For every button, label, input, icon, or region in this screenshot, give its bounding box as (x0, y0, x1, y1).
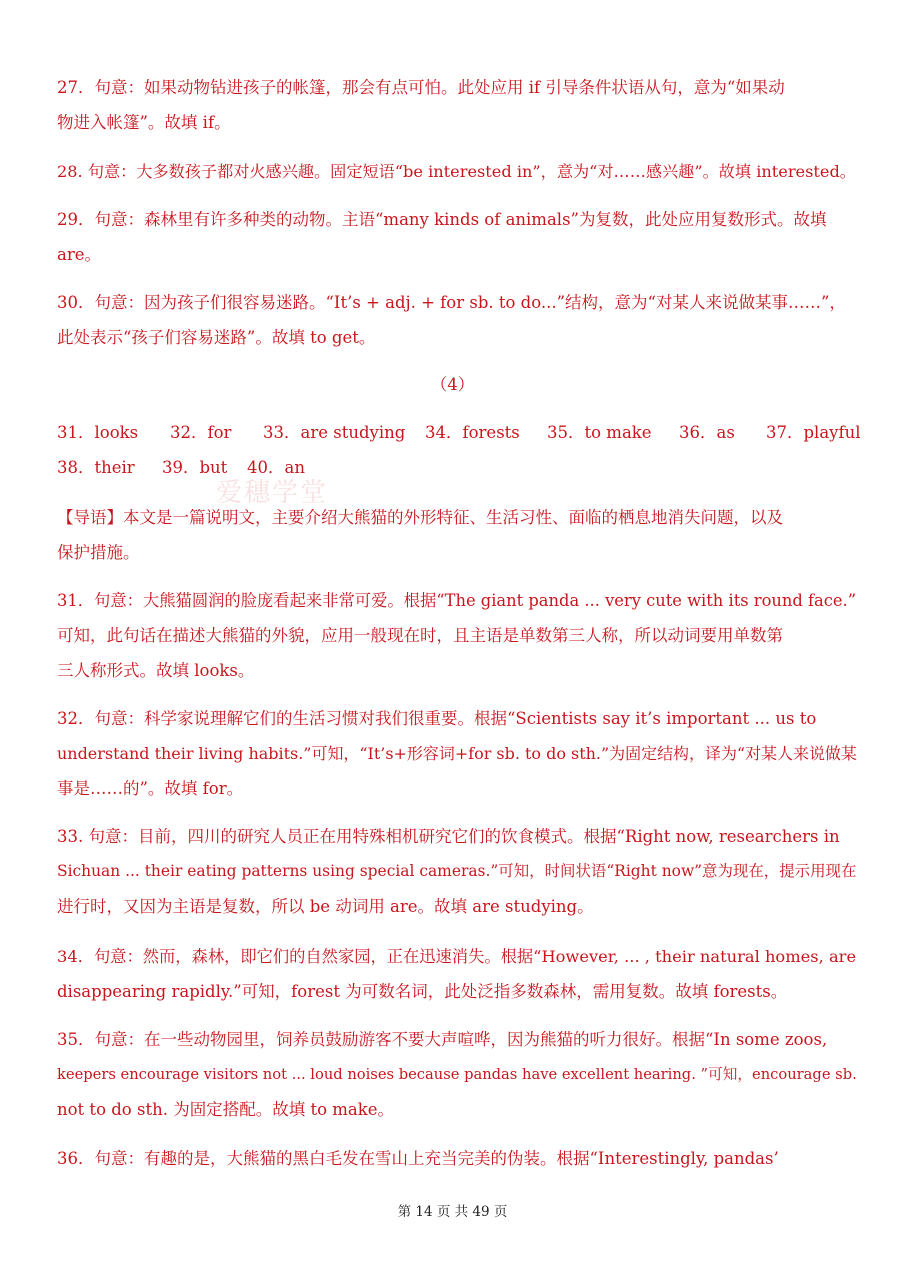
section-heading: （4） (430, 375, 475, 394)
explanation-33 (57, 819, 857, 924)
answer-38: 38．their (57, 458, 135, 477)
text-line: 【导语】本文是一篇说明文，主要介绍大熊猫的外形特征、生活习性、面临的栖息地消失问题，以及 (57, 508, 783, 527)
answer-40: 40．an (247, 458, 305, 477)
text-line: 事是……的”。故填 for。 (57, 779, 244, 798)
answer-37: 37．playful (766, 423, 861, 442)
text-line: 28. 句意：大多数孩子都对火感兴趣。固定短语“be interested in”，意为“对……感兴趣”。故填 interested。 (57, 162, 856, 181)
text-line: 36．句意：有趣的是，大熊猫的黑白毛发在雪山上充当完美的伪装。根据“Interestingly, pandas’ (57, 1149, 779, 1168)
answer-34: 34．forests (425, 423, 520, 442)
explanation-32 (57, 701, 857, 806)
explanation-27 (57, 70, 857, 140)
text-line: 34．句意：然而，森林，即它们的自然家园，正在迅速消失。根据“However, ... , their natural homes, are (57, 947, 857, 966)
explanation-35 (57, 1022, 857, 1127)
text-line: keepers encourage visitors not ... loud noises because pandas have excellent hearing. ”可知，encourage sb. (57, 1066, 857, 1083)
lead-paragraph (57, 500, 857, 570)
explanation-30 (57, 285, 857, 355)
answer-35: 35．to make (547, 423, 652, 442)
explanation-29 (57, 202, 857, 272)
text-line: 此处表示“孩子们容易迷路”。故填 to get。 (57, 328, 376, 347)
answer-33: 33．are studying (263, 423, 406, 442)
answer-39: 39．but (162, 458, 228, 477)
text-line: 35．句意：在一些动物园里，饲养员鼓励游客不要大声喧哗，因为熊猫的听力很好。根据“In some zoos, (57, 1030, 828, 1049)
explanation-28 (57, 154, 857, 189)
text-line: 31．句意：大熊猫圆润的脸庞看起来非常可爱。根据“The giant panda ... very cute with its round face.” (57, 591, 857, 610)
page-footer: 第 14 页 共 49 页 (397, 1204, 508, 1220)
text-line: 27．句意：如果动物钻进孩子的帐篷，那会有点可怕。此处应用 if 引导条件状语从句，意为“如果动 (57, 78, 785, 97)
text-line: 进行时，又因为主语是复数，所以 be 动词用 are。故填 are studying。 (57, 897, 594, 916)
answer-32: 32．for (170, 423, 232, 442)
text-line: 33. 句意：目前，四川的研究人员正在用特殊相机研究它们的饮食模式。根据“Right now, researchers in (57, 827, 840, 846)
text-line: 可知，此句话在描述大熊猫的外貌，应用一般现在时，且主语是单数第三人称，所以动词要用单数第 (57, 626, 783, 645)
answer-31: 31．looks (57, 423, 139, 442)
explanation-31 (57, 583, 857, 688)
text-line: 三人称形式。故填 looks。 (57, 661, 255, 680)
explanation-36 (57, 1141, 857, 1176)
text-line: not to do sth. 为固定搭配。故填 to make。 (57, 1100, 395, 1119)
text-line: 30．句意：因为孩子们很容易迷路。“It’s + adj. + for sb. to do...”结构，意为“对某人来说做某事……”， (57, 293, 846, 312)
text-line: 物进入帐篷”。故填 if。 (57, 113, 231, 132)
explanation-34 (57, 939, 857, 1009)
text-line: Sichuan ... their eating patterns using special cameras.”可知，时间状语“Right now”意为现在，提示用现在 (57, 862, 857, 880)
answer-36: 36．as (679, 423, 735, 442)
text-line: understand their living habits.”可知，“It’s+形容词+for sb. to do sth.”为固定结构，译为“对某人来说做某 (57, 744, 857, 763)
text-line: 32．句意：科学家说理解它们的生活习惯对我们很重要。根据“Scientists say it’s important ... us to (57, 709, 817, 728)
text-line: 保护措施。 (57, 543, 140, 562)
text-line: disappearing rapidly.”可知，forest 为可数名词，此处泛指多数森林，需用复数。故填 forests。 (57, 982, 788, 1001)
watermark: 爱穗学堂 (216, 478, 329, 508)
text-line: are。 (57, 245, 101, 264)
text-line: 29．句意：森林里有许多种类的动物。主语“many kinds of animals”为复数，此处应用复数形式。故填 (57, 210, 827, 229)
